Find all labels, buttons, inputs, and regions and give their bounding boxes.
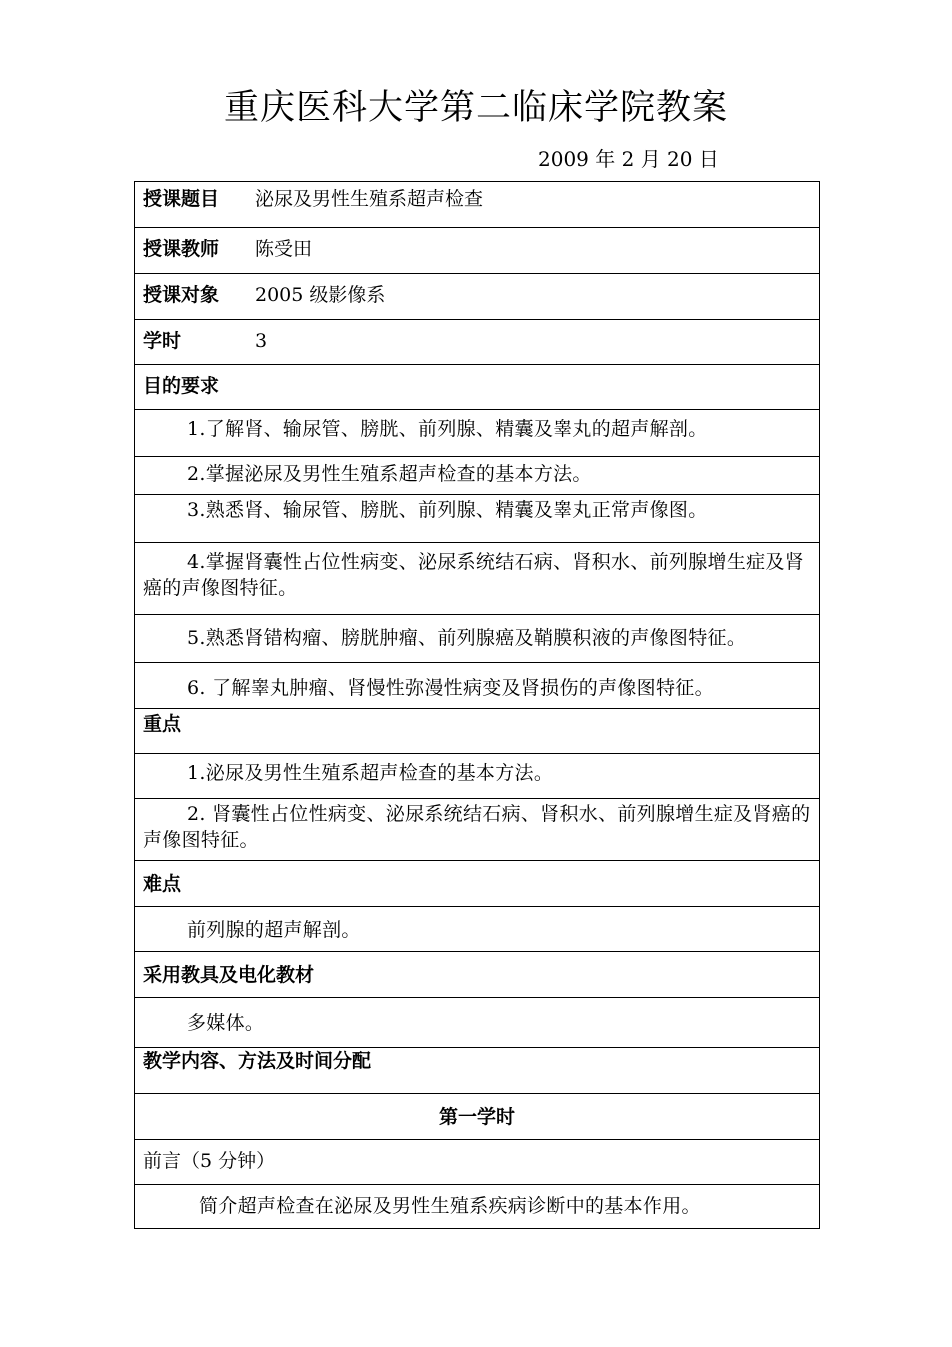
difficulty-item: 前列腺的超声解剖。 xyxy=(135,907,819,952)
field-value: 陈受田 xyxy=(255,238,313,260)
objective-item: 1.了解肾、输尿管、膀胱、前列腺、精囊及睾丸的超声解剖。 xyxy=(135,410,819,457)
materials-heading-row xyxy=(135,952,819,998)
field-value: 2005 级影像系 xyxy=(255,284,386,306)
lesson-plan-table xyxy=(134,181,820,1229)
section-heading: 采用教具及电化教材 xyxy=(143,964,315,986)
field-label: 授课对象 xyxy=(143,284,220,306)
field-label: 授课题目 xyxy=(143,188,220,210)
session-title: 第一学时 xyxy=(438,1106,515,1128)
document-title: 重庆医科大学第二临床学院教案 xyxy=(223,88,728,128)
document-date: 2009 年 2 月 20 日 xyxy=(538,147,719,171)
key-points-heading-row xyxy=(135,709,819,754)
section-heading: 重点 xyxy=(143,713,182,735)
field-label: 授课教师 xyxy=(143,238,220,260)
key-point-item: 2. 肾囊性占位性病变、泌尿系统结石病、肾积水、前列腺增生症及肾癌的声像图特征。 xyxy=(135,799,819,861)
section-heading: 目的要求 xyxy=(143,375,220,397)
objectives-heading-row xyxy=(135,365,819,410)
key-point-item: 1.泌尿及男性生殖系超声检查的基本方法。 xyxy=(135,754,819,799)
content-text-row xyxy=(135,1185,819,1228)
objective-item: 6. 了解睾丸肿瘤、肾慢性弥漫性病变及肾损伤的声像图特征。 xyxy=(135,663,819,709)
section-heading: 难点 xyxy=(143,873,182,895)
content-text: 简介超声检查在泌尿及男性生殖系疾病诊断中的基本作用。 xyxy=(199,1195,701,1217)
objective-item: 2.掌握泌尿及男性生殖系超声检查的基本方法。 xyxy=(135,457,819,495)
section-heading: 教学内容、方法及时间分配 xyxy=(143,1050,372,1072)
field-value: 泌尿及男性生殖系超声检查 xyxy=(255,188,484,210)
field-row-hours xyxy=(135,320,819,365)
material-item: 多媒体。 xyxy=(135,998,819,1048)
field-label: 学时 xyxy=(143,330,182,352)
objective-item: 4.掌握肾囊性占位性病变、泌尿系统结石病、肾积水、前列腺增生症及肾癌的声像图特征。 xyxy=(135,543,819,615)
field-value: 3 xyxy=(255,330,268,352)
session-row xyxy=(135,1094,819,1140)
content-heading-row xyxy=(135,1048,819,1094)
difficulties-heading-row xyxy=(135,861,819,907)
section-title-row xyxy=(135,1140,819,1185)
section-title: 前言（5 分钟） xyxy=(143,1150,276,1172)
field-row-teacher xyxy=(135,228,819,274)
field-row-audience xyxy=(135,274,819,320)
objective-item: 5.熟悉肾错构瘤、膀胱肿瘤、前列腺癌及鞘膜积液的声像图特征。 xyxy=(135,615,819,663)
objective-item: 3.熟悉肾、输尿管、膀胱、前列腺、精囊及睾丸正常声像图。 xyxy=(135,495,819,543)
field-row-topic xyxy=(135,182,819,228)
